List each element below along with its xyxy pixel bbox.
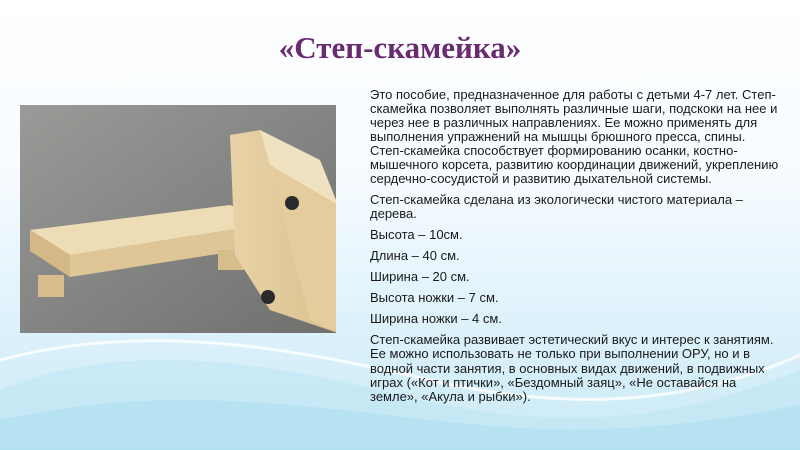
page-title: «Степ-скамейка» [278, 30, 522, 65]
paragraph-material: Степ-скамейка сделана из экологически чистого материала – дерева. [370, 192, 743, 222]
paragraph-intro: Это пособие, предназначенное для работы с детьми 4-7 лет. Степ-скамейка позволяет выполнять различные шаги, подскоки на нее и через нее в различных направлениях. Ее можно применять для выполнения упражнений на мышцы брюшного пресса, спины. Степ-скамейка способствует формированию осанки, костно-мышечного корсета, развитию координации движений, укреплению сердечно-сосудистой и развитию дыхательной системы. [370, 87, 779, 187]
paragraph-usage: Степ-скамейка развивает эстетический вкус и интерес к занятиям. Ее можно использовать не только при выполнении ОРУ, но и в водной части занятия, в основных видах движений, в подвижных играх («Кот и птички», «Бездомный заяц», «Не оставайся на земле», «Акула и рыбки»). [370, 332, 774, 404]
paragraph-width: Ширина – 20 см. [370, 269, 470, 285]
paragraph-leg-width: Ширина ножки – 4 см. [370, 311, 502, 327]
paragraph-height: Высота – 10см. [370, 227, 463, 243]
step-bench-photo [20, 105, 336, 333]
paragraph-length: Длина – 40 см. [370, 248, 460, 264]
wooden-step-bench-icon [20, 105, 336, 333]
description-text [370, 88, 782, 411]
paragraph-leg-height: Высота ножки – 7 см. [370, 290, 499, 306]
